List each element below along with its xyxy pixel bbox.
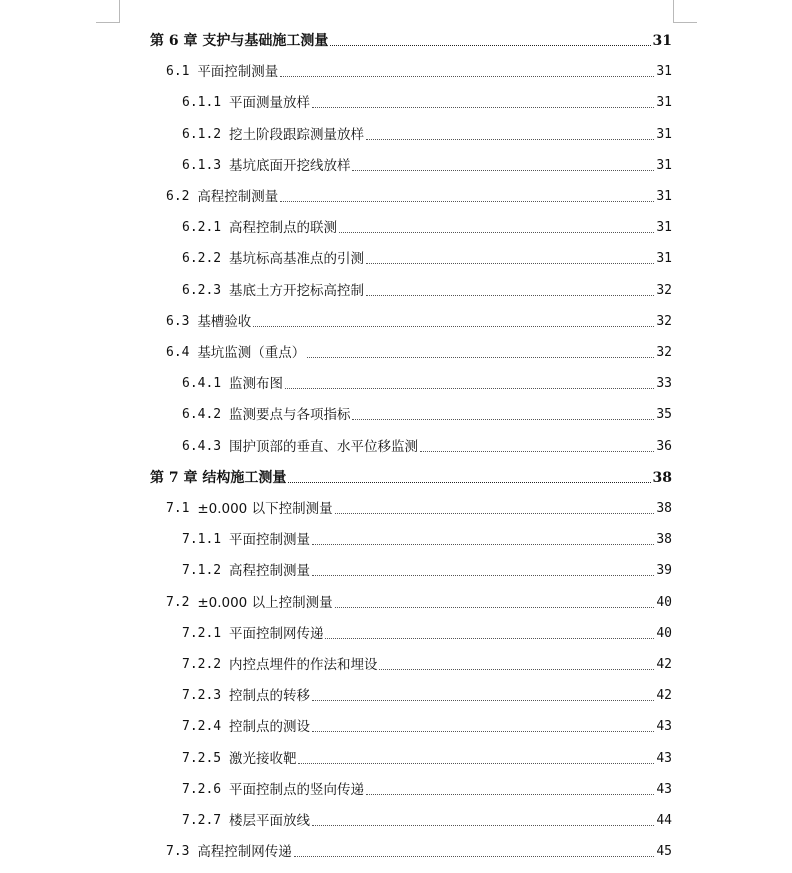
toc-dot-leader	[325, 637, 654, 639]
toc-entry-title: 基坑底面开挖线放样	[228, 157, 351, 174]
toc-dot-leader	[312, 824, 654, 826]
toc-entry[interactable]	[166, 182, 672, 206]
toc-entry-number: 7.2.3	[182, 688, 229, 704]
toc-page-number: 43	[656, 750, 672, 766]
toc-entry[interactable]	[182, 525, 672, 549]
toc-dot-leader	[285, 387, 654, 389]
toc-page-number: 31	[656, 95, 672, 111]
toc-dot-leader	[280, 200, 654, 202]
toc-page-number: 38	[656, 532, 672, 548]
toc-page-number: 31	[656, 157, 672, 173]
toc-entry[interactable]	[166, 307, 672, 331]
toc-dot-leader	[307, 356, 654, 358]
toc-entry[interactable]	[182, 213, 672, 237]
toc-dot-leader	[366, 294, 654, 296]
toc-page-number: 45	[656, 844, 672, 860]
toc-entry-title: 基底土方开挖标高控制	[228, 282, 364, 299]
toc-entry-number: 7.2.1	[182, 625, 229, 641]
toc-entry[interactable]	[182, 556, 672, 580]
toc-entry-title: 内控点埋件的作法和埋设	[228, 657, 378, 673]
toc-entry[interactable]	[182, 432, 672, 456]
toc-entry[interactable]	[182, 369, 672, 393]
toc-dot-leader	[420, 450, 654, 452]
toc-page-number: 31	[656, 220, 672, 236]
toc-dot-leader	[330, 44, 650, 46]
toc-page-number: 31	[656, 126, 672, 142]
toc-entry-number: 6.4.3	[182, 438, 229, 454]
toc-entry[interactable]	[182, 88, 672, 112]
toc-entry-number: 第 7 章	[150, 469, 203, 486]
toc-entry-title: 激光接收靶	[228, 750, 297, 767]
toc-entry-number: 7.2.7	[182, 813, 229, 828]
toc-entry-number: 6.2.1	[182, 220, 229, 236]
toc-entry[interactable]	[166, 494, 672, 518]
toc-entry-title: 支护与基础施工测量	[202, 33, 329, 49]
toc-entry-number: 6.2.2	[182, 251, 229, 267]
toc-entry-title: ±0.000 以下控制测量	[197, 501, 333, 517]
toc-chapter-entry[interactable]	[150, 26, 672, 50]
toc-entry-title: 结构施工测量	[202, 469, 287, 486]
toc-entry-title: 平面控制测量	[197, 64, 279, 81]
toc-entry[interactable]	[182, 681, 672, 705]
toc-entry-title: 高程控制测量	[197, 189, 279, 205]
toc-page-number: 32	[656, 345, 672, 360]
toc-entry[interactable]	[182, 650, 672, 674]
toc-dot-leader	[339, 231, 654, 233]
toc-entry-title: ±0.000 以上控制测量	[197, 594, 333, 611]
toc-page-number: 39	[656, 563, 672, 579]
toc-entry[interactable]	[166, 588, 672, 612]
toc-dot-leader	[312, 106, 654, 108]
toc-entry-number: 6.4.1	[182, 376, 229, 392]
toc-page-number: 33	[656, 376, 672, 392]
toc-page-number: 32	[656, 313, 672, 329]
toc-entry-number: 7.1.1	[182, 532, 229, 548]
toc-page-number: 31	[656, 251, 672, 267]
toc-entry-title: 控制点的测设	[228, 719, 310, 736]
toc-dot-leader	[335, 512, 655, 514]
toc-page-number: 31	[656, 189, 672, 204]
toc-entry-number: 6.2.3	[182, 282, 229, 298]
toc-entry[interactable]	[182, 775, 672, 799]
toc-page-number: 42	[656, 657, 672, 672]
toc-entry-title: 围护顶部的垂直、水平位移监测	[228, 438, 418, 455]
toc-entry-title: 监测要点与各项指标	[228, 407, 351, 424]
toc-dot-leader	[379, 668, 654, 670]
toc-entry-number: 7.2.2	[182, 657, 229, 672]
toc-entry-number: 7.2	[166, 594, 198, 610]
toc-entry-title: 平面控制测量	[228, 532, 310, 549]
toc-entry-title: 楼层平面放线	[228, 813, 310, 829]
toc-entry-number: 7.3	[166, 844, 198, 860]
toc-entry-number: 6.3	[166, 313, 198, 329]
toc-entry-number: 6.1.2	[182, 126, 229, 142]
toc-dot-leader	[312, 699, 654, 701]
toc-page-number: 40	[656, 625, 672, 641]
toc-page-number: 40	[656, 594, 672, 610]
toc-entry-title: 高程控制测量	[228, 563, 310, 580]
toc-dot-leader	[312, 730, 654, 732]
toc-entry[interactable]	[182, 712, 672, 736]
toc-entry-number: 7.2.5	[182, 750, 229, 766]
toc-dot-leader	[294, 855, 655, 857]
toc-entry-number: 6.1.1	[182, 95, 229, 111]
toc-entry[interactable]	[166, 338, 672, 362]
toc-entry-title: 基坑标高基准点的引测	[228, 251, 364, 268]
toc-entry[interactable]	[182, 744, 672, 768]
toc-page-number: 44	[656, 813, 672, 828]
toc-entry[interactable]	[182, 151, 672, 175]
toc-entry[interactable]	[166, 837, 672, 861]
toc-page-number: 31	[656, 64, 672, 80]
toc-entry[interactable]	[182, 120, 672, 144]
toc-entry-number: 7.1.2	[182, 563, 229, 579]
toc-page-number: 38	[656, 501, 672, 516]
toc-dot-leader	[312, 543, 654, 545]
toc-dot-leader	[366, 262, 654, 264]
toc-entry-title: 控制点的转移	[228, 688, 310, 705]
toc-entry-title: 平面控制点的竖向传递	[228, 781, 364, 798]
toc-dot-leader	[366, 793, 654, 795]
toc-dot-leader	[288, 481, 650, 483]
toc-entry-title: 高程控制网传递	[197, 844, 292, 861]
toc-entry-number: 7.1	[166, 501, 198, 516]
toc-entry-number: 7.2.4	[182, 719, 229, 735]
toc-dot-leader	[280, 75, 654, 77]
toc-page-number: 43	[656, 719, 672, 735]
toc-entry-title: 基槽验收	[197, 313, 252, 330]
toc-dot-leader	[298, 762, 654, 764]
toc-dot-leader	[352, 418, 654, 420]
toc-dot-leader	[352, 169, 654, 171]
toc-page-number: 32	[656, 282, 672, 298]
toc-entry-number: 6.1	[166, 64, 198, 80]
toc-entry-number: 第 6 章	[150, 33, 203, 49]
toc-page-number: 31	[652, 33, 672, 49]
toc-chapter-entry[interactable]	[150, 463, 672, 487]
toc-entry[interactable]	[166, 57, 672, 81]
toc-entry-title: 高程控制点的联测	[228, 220, 337, 237]
toc-entry-number: 6.1.3	[182, 157, 229, 173]
toc-entry-number: 6.4.2	[182, 407, 229, 423]
toc-page-number: 38	[652, 469, 672, 486]
toc-entry-number: 6.2	[166, 189, 198, 204]
toc-page-number: 43	[656, 781, 672, 797]
toc-entry[interactable]	[182, 619, 672, 643]
toc-entry[interactable]	[182, 244, 672, 268]
toc-entry-title: 平面测量放样	[228, 95, 310, 112]
toc-dot-leader	[253, 325, 654, 327]
toc-entry-number: 6.4	[166, 345, 198, 360]
toc-entry-title: 基坑监测（重点）	[197, 345, 306, 361]
toc-dot-leader	[312, 574, 654, 576]
toc-entry-number: 7.2.6	[182, 781, 229, 797]
toc-entry-title: 挖土阶段跟踪测量放样	[228, 126, 364, 143]
toc-entry-title: 监测布图	[228, 376, 283, 393]
toc-page-number: 42	[656, 688, 672, 704]
toc-entry[interactable]	[182, 400, 672, 424]
toc-dot-leader	[366, 138, 654, 140]
toc-entry[interactable]	[182, 806, 672, 830]
toc-page-number: 36	[656, 438, 672, 454]
toc-entry[interactable]	[182, 276, 672, 300]
toc-entry-title: 平面控制网传递	[228, 625, 324, 642]
toc-dot-leader	[335, 606, 655, 608]
toc-page-number: 35	[656, 407, 672, 423]
